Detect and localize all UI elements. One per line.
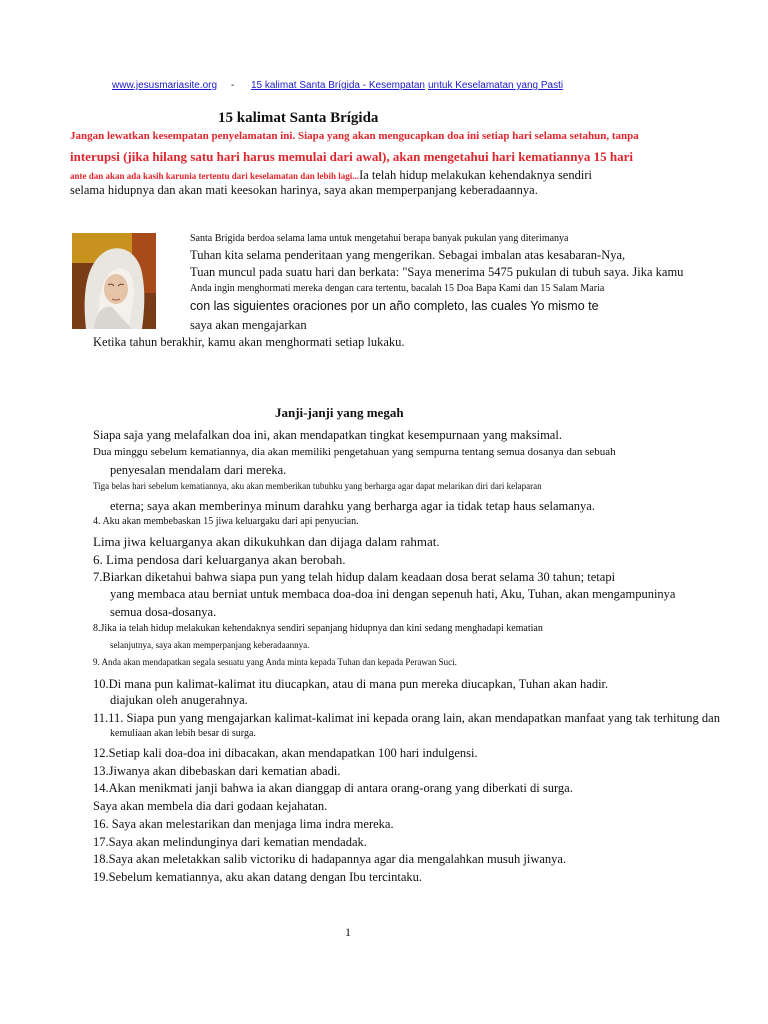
story-line-2: Tuhan kita selama penderitaan yang mengerikan. Sebagai imbalan atas kesabaran-Nya, [190, 248, 626, 262]
promise-line-3: Tiga belas hari sebelum kematiannya, aku akan memberikan tubuhku yang berharga agar dapat melarikan diri dari kelaparan [93, 481, 542, 491]
intro-red-line-3: ante dan akan ada kasih karunia tertentu dari keselamatan dan lebih lagi... [70, 171, 360, 181]
title-link-b[interactable]: untuk Keselamatan yang Pasti [428, 80, 564, 91]
page-number: 1 [345, 925, 351, 939]
story-line-7: Ketika tahun berakhir, kamu akan menghormati setiap lukaku. [93, 335, 405, 349]
promise-line-9: 9. Anda akan mendapatkan segala sesuatu yang Anda minta kepada Tuhan dan kepada Perawan Suci. [93, 657, 457, 667]
story-line-5: con las siguientes oraciones por un año completo, las cuales Yo mismo te [190, 299, 599, 313]
promise-line-19: 19.Sebelum kematiannya, aku akan datang dengan Ibu tercintaku. [93, 870, 423, 884]
promise-line-7: 7.Biarkan diketahui bahwa siapa pun yang telah hidup dalam keadaan dosa berat selama 30 tahun; tetapi [93, 570, 616, 584]
promise-line-12: 12.Setiap kali doa-doa ini dibacakan, akan mendapatkan 100 hari indulgensi. [93, 746, 478, 760]
story-line-3: Tuan muncul pada suatu hari dan berkata: "Saya menerima 5475 pukulan di tubuh saya. Jika kamu [190, 265, 684, 279]
story-line-4: Anda ingin menghormati mereka dengan cara tertentu, bacalah 15 Doa Bapa Kami dan 15 Salam Maria [190, 283, 605, 294]
promise-line-10b: diajukan oleh anugerahnya. [110, 693, 248, 707]
saint-brigid-portrait [72, 233, 156, 329]
promise-line-16: 16. Saya akan melestarikan dan menjaga lima indra mereka. [93, 817, 394, 831]
promise-line-3b: eterna; saya akan memberinya minum darahku yang berharga agar ia tidak tetap haus selamanya. [110, 499, 595, 513]
promise-line-7c: semua dosa-dosanya. [110, 605, 217, 619]
promise-line-13: 13.Jiwanya akan dibebaskan dari kematian abadi. [93, 764, 341, 778]
intro-line-3 [70, 166, 592, 184]
page-title: 15 kalimat Santa Brígida [218, 110, 379, 126]
portrait-image [72, 233, 156, 329]
site-link[interactable]: www.jesusmariasite.org [112, 80, 218, 91]
title-link-a[interactable]: 15 kalimat Santa Brígida - Kesempatan [251, 80, 425, 91]
promise-line-18: 18.Saya akan meletakkan salib victoriku di hadapannya agar dia mengalahkan musuh jiwanya. [93, 852, 567, 866]
promise-line-10: 10.Di mana pun kalimat-kalimat itu diucapkan, atau di mana pun mereka diucapkan, Tuhan akan hadir. [93, 677, 609, 691]
promise-line-1: Siapa saja yang melafalkan doa ini, akan mendapatkan tingkat kesempurnaan yang maksimal. [93, 428, 562, 442]
promise-line-2b: penyesalan mendalam dari mereka. [110, 463, 287, 477]
story-line-6: saya akan mengajarkan [190, 318, 307, 332]
promise-line-8b: selanjutnya, saya akan memperpanjang keberadaannya. [110, 640, 310, 650]
promise-line-7b: yang membaca atau berniat untuk membaca doa-doa ini dengan sepenuh hati, Aku, Tuhan, akan mengampuninya [110, 587, 676, 601]
promise-line-2: Dua minggu sebelum kematiannya, dia akan memiliki pengetahuan yang sempurna tentang semua dosanya dan sebuah [93, 446, 616, 458]
intro-red-line-1: Jangan lewatkan kesempatan penyelamatan ini. Siapa yang akan mengucapkan doa ini setiap hari selama setahun, tanpa [70, 130, 639, 142]
intro-black-line-3: Ia telah hidup melakukan kehendaknya sendiri [359, 168, 592, 182]
promises-heading: Janji-janji yang megah [275, 405, 404, 420]
promise-line-5: Lima jiwa keluarganya akan dikukuhkan dan dijaga dalam rahmat. [93, 534, 440, 549]
promise-line-8: 8.Jika ia telah hidup melakukan kehendaknya sendiri sepanjang hidupnya dan kini sedang menghadapi kematian [93, 623, 543, 634]
intro-line-4: selama hidupnya dan akan mati keesokan harinya, saya akan memperpanjang keberadaannya. [70, 183, 538, 197]
promise-line-15: Saya akan membela dia dari godaan kejahatan. [93, 799, 328, 813]
promise-line-11b: kemuliaan akan lebih besar di surga. [110, 728, 256, 739]
intro-red-line-2: interupsi (jika hilang satu hari harus memulai dari awal), akan mengetahui hari kematiannya 15 hari [70, 149, 634, 164]
story-line-1: Santa Brigida berdoa selama lama untuk mengetahui berapa banyak pukulan yang diterimanya [190, 233, 569, 244]
promise-line-11: 11.11. Siapa pun yang mengajarkan kalimat-kalimat ini kepada orang lain, akan mendapatkan manfaat yang tak terhitung dan [93, 711, 720, 725]
promise-line-6: 6. Lima pendosa dari keluarganya akan berobah. [93, 552, 346, 567]
header-separator: - [231, 80, 235, 91]
promise-line-17: 17.Saya akan melindunginya dari kematian mendadak. [93, 835, 367, 849]
promise-line-14: 14.Akan menikmati janji bahwa ia akan dianggap di antara orang-orang yang diberkati di surga. [93, 781, 573, 795]
promise-line-4: 4. Aku akan membebaskan 15 jiwa keluargaku dari api penyucian. [93, 516, 359, 527]
